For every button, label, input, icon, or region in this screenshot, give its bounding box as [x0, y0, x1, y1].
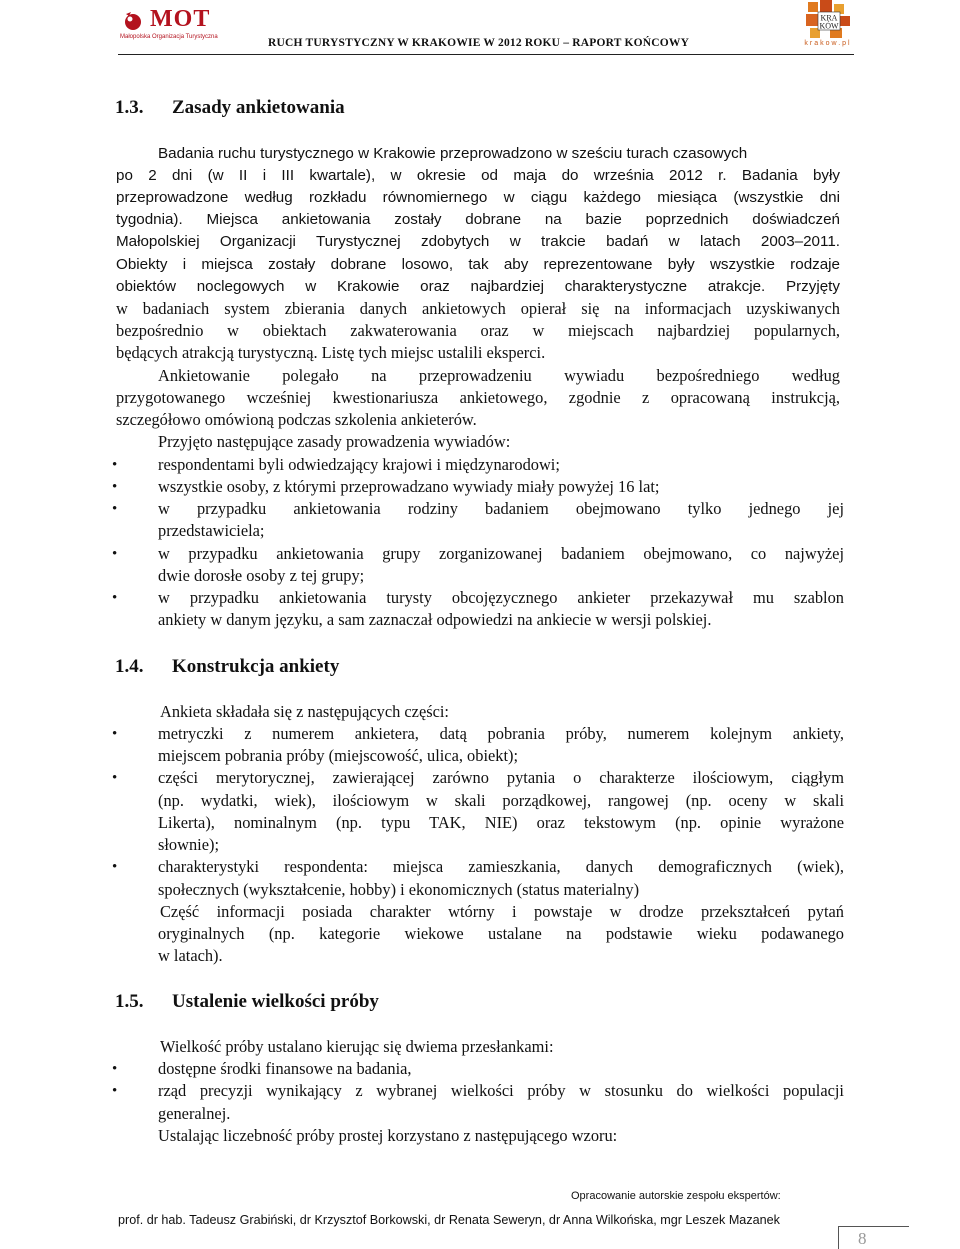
list-item: respondentami byli odwiedzający krajowi i międzynarodowi;	[158, 455, 560, 474]
list-item: metryczki z numerem ankietera, datą pobrania próby, numerem kolejnym ankiety,	[158, 724, 844, 743]
list-item-continuation: miejscem pobrania próby (miejscowość, ulica, obiekt);	[158, 746, 519, 765]
paragraph-line: Część informacji posiada charakter wtórny i powstaje w drodze przekształceń pytań	[160, 902, 844, 921]
paragraph-line: w badaniach system zbierania danych ankietowych opierał się na informacjach uzyskiwanych	[116, 299, 840, 318]
section-title: Konstrukcja ankiety	[172, 656, 340, 677]
paragraph-line: Ankieta składała się z następujących części:	[160, 702, 449, 721]
mot-logo-subtitle: Małopolska Organizacja Turystyczna	[120, 34, 218, 40]
krakow-logo-line2: KÓW	[819, 21, 839, 31]
list-item-continuation: Likerta), nominalnym (np. typu TAK, NIE) oraz tekstowym (np. opinie wyrażone	[158, 813, 844, 832]
paragraph-line: Wielkość próby ustalano kierując się dwiema przesłankami:	[160, 1037, 554, 1056]
paragraph-line: Małopolskiej Organizacji Turystycznej zdobytych w trakcie badań w latach 2003–2011.	[116, 233, 840, 250]
bullet-icon: •	[112, 590, 118, 606]
paragraph-line: przeprowadzone według rozkładu równomiernego w ciągu każdego miesiąca (wszystkie dni	[116, 189, 840, 206]
page-number: 8	[858, 1229, 867, 1248]
header-divider	[118, 54, 854, 55]
bullet-icon: •	[112, 501, 118, 517]
mot-logo-mark-icon	[122, 10, 144, 32]
page-number-frame	[838, 1226, 909, 1249]
header-title: RUCH TURYSTYCZNY W KRAKOWIE W 2012 ROKU – RAPORT KOŃCOWY	[268, 37, 690, 49]
section-heading-1-5	[115, 991, 379, 1013]
list-item-continuation: (np. wydatki, wiek), ilościowym w skali porządkowej, rangowej (np. oceny w skali	[158, 791, 844, 810]
paragraph-line: Ustalając liczebność próby prostej korzystano z następującego wzoru:	[158, 1126, 618, 1145]
krakow-logo-mark-icon	[800, 0, 856, 40]
krakow-logo-url: krakow.pl	[804, 40, 852, 47]
paragraph-line: będących atrakcją turystyczną. Listę tych miejsc ustalili eksperci.	[116, 343, 546, 362]
list-item: części merytorycznej, zawierającej zarówno pytania o charakterze ilościowym, ciągłym	[158, 768, 844, 787]
paragraph-line: Obiekty i miejsca zostały dobrane losowo, tak aby reprezentowane były wszystkie rodzaje	[116, 256, 840, 273]
paragraph-line: Przyjęto następujące zasady prowadzenia wywiadów:	[158, 432, 511, 451]
bullet-icon: •	[112, 479, 118, 495]
footer-credit-heading: Opracowanie autorskie zespołu ekspertów:	[571, 1190, 781, 1202]
paragraph-line: Ankietowanie polegało na przeprowadzeniu wywiadu bezpośredniego według	[158, 366, 840, 385]
section-title: Ustalenie wielkości próby	[172, 991, 379, 1012]
bullet-icon: •	[112, 1061, 118, 1077]
list-item-continuation: generalnej.	[158, 1104, 231, 1123]
section-number: 1.5.	[115, 991, 144, 1012]
list-item-continuation: dwie dorosłe osoby z tej grupy;	[158, 566, 365, 585]
list-item-continuation: ankiety w danym języku, a sam zaznaczał odpowiedzi na ankiecie w wersji polskiej.	[158, 610, 712, 629]
mot-logo	[120, 6, 220, 42]
paragraph-line: Badania ruchu turystycznego w Krakowie przeprowadzono w sześciu turach czasowych	[158, 145, 748, 162]
section-heading-1-4	[115, 656, 339, 678]
list-item: w przypadku ankietowania rodziny badaniem obejmowano tylko jednego jej	[158, 499, 844, 518]
paragraph-line: po 2 dni (w II i III kwartale), w okresie od maja do września 2012 r. Badania były	[116, 167, 840, 184]
list-item-continuation: słownie);	[158, 835, 220, 854]
paragraph-line: w latach).	[158, 946, 223, 965]
footer-authors: prof. dr hab. Tadeusz Grabiński, dr Krzysztof Borkowski, dr Renata Seweryn, dr Anna Wilkońska, mgr Leszek Mazanek	[118, 1213, 780, 1227]
paragraph-line: szczegółowo omówioną podczas szkolenia ankieterów.	[116, 410, 477, 429]
paragraph-line: bezpośrednio w obiektach zakwaterowania oraz w miejscach najbardziej popularnych,	[116, 321, 840, 340]
list-item: w przypadku ankietowania grupy zorganizowanej badaniem obejmowano, co najwyżej	[158, 544, 844, 563]
list-item: charakterystyki respondenta: miejsca zamieszkania, danych demograficznych (wiek),	[158, 857, 844, 876]
list-item-continuation: przedstawiciela;	[158, 521, 265, 540]
paragraph-line: przygotowanego wcześniej kwestionariusza ankietowego, zgodnie z opracowaną instrukcją,	[116, 388, 840, 407]
section-heading-1-3	[115, 97, 345, 119]
paragraph-line: oryginalnych (np. kategorie wiekowe ustalane na podstawie wieku podawanego	[158, 924, 844, 943]
list-item: rząd precyzji wynikający z wybranej wielkości próby w stosunku do wielkości populacji	[158, 1081, 844, 1100]
bullet-icon: •	[112, 457, 118, 473]
bullet-icon: •	[112, 546, 118, 562]
bullet-icon: •	[112, 726, 118, 742]
bullet-icon: •	[112, 1083, 118, 1099]
list-item: dostępne środki finansowe na badania,	[158, 1059, 412, 1078]
krakow-logo	[800, 0, 856, 52]
paragraph-line: obiektów noclegowych w Krakowie oraz najbardziej charakterystyczne atrakcje. Przyjęty	[116, 278, 840, 295]
section-title: Zasady ankietowania	[172, 97, 345, 118]
bullet-icon: •	[112, 770, 118, 786]
list-item: wszystkie osoby, z którymi przeprowadzano wywiady miały powyżej 16 lat;	[158, 477, 660, 496]
list-item: w przypadku ankietowania turysty obcojęzycznego ankieter przekazywał mu szablon	[158, 588, 844, 607]
list-item-continuation: społecznych (wykształcenie, hobby) i ekonomicznych (status materialny)	[158, 880, 640, 899]
krakow-logo-line1: KRA	[820, 13, 838, 23]
mot-logo-text: MOT	[150, 6, 211, 32]
bullet-icon: •	[112, 859, 118, 875]
paragraph-line: tygodnia). Miejsca ankietowania zostały dobrane na bazie poprzednich doświadczeń	[116, 211, 840, 228]
section-number: 1.4.	[115, 656, 144, 677]
section-number: 1.3.	[115, 97, 144, 118]
